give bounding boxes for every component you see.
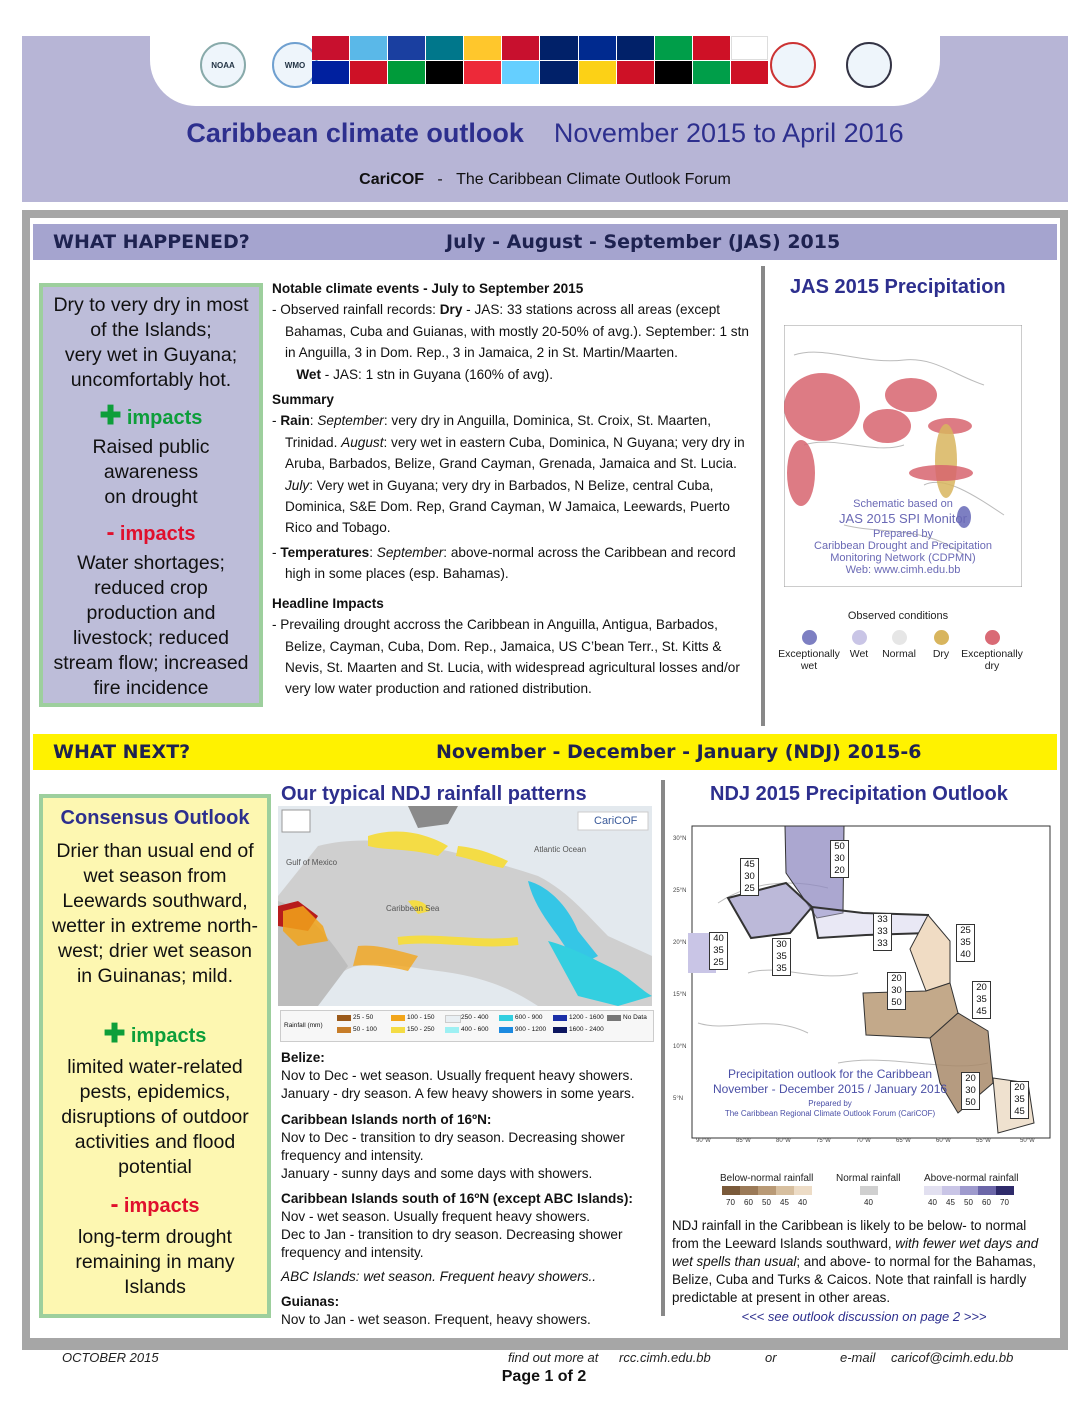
- flags-strip: [312, 36, 768, 84]
- footer-email-link[interactable]: caricof@cimh.edu.bb: [891, 1350, 1014, 1365]
- outlook-legend: Below-normal rainfall Normal rainfall Above-normal rainfall 70 60 50 45 40 40 40 45 50 60 70: [720, 1173, 1019, 1207]
- divider-vertical-2: [661, 780, 665, 1316]
- legend-item: Exceptionally dry: [958, 630, 1026, 672]
- jas-map-title: JAS 2015 Precipitation: [790, 276, 1006, 298]
- footer-find-more: find out more at: [508, 1350, 599, 1365]
- footer-website-link[interactable]: rcc.cimh.edu.bb: [619, 1350, 711, 1365]
- prob-box-bahamas: 50 30 20: [830, 840, 849, 878]
- longitude-ticks: 90°W 85°W 80°W 75°W 70°W 65°W 60°W 55°W 50°W: [696, 1138, 1035, 1144]
- jas-notable-events: Notable climate events - July to September 2015 - Observed rainfall records: Dry - JAS: 33 stations across all areas (except Bahamas, Cuba and Guianas, with mostly 20-50% of avg.). September: 1 stn in Anguilla, 3 in Dom. Rep., 3 in Jamaica, 2 in St. Martin/Maarten. Wet - JAS: 1 stn in Guyana (160% of avg). Summary - Rain: September: very dry in Anguilla, Dominica, St. Croix, St. Maarten, Trinidad. August: very wet in eastern Cuba, Dominica, N Guyana; very dry in Aruba, Barbados, Belize, Grand Cayman, Grenada, Jamaica and St. Lucia. July: Very wet in Guyana; very dry in Barbados, N Belize, central Cuba, Dominica, S&E Dom. Rep, Grand Cayman, W Jamaica, Leewards, Puerto Rico and Tobago. - Temperatures: September: above-normal across the Caribbean and record high in some places (esp. Bahamas). Headline Impacts - Prevailing drought accross the Caribbean in Anguilla, Antigua, Barbados, Belize, Cayman, Cuba, Dom. Rep., Jamaica, US C’bean Terr., St. Kitts & Nevis, St. Maarten and St. Lucia, with widespread agricultural losses and/or very low water production and rationed distribution.: [272, 281, 749, 697]
- divider-vertical: [761, 266, 765, 726]
- legend-item: Normal: [876, 630, 922, 660]
- what-next-band: WHAT NEXT? November - December - January (NDJ) 2015-6: [33, 734, 1057, 770]
- atlantic-label: Atlantic Ocean: [534, 845, 587, 854]
- prob-box-jamaica: 30 35 35: [772, 938, 791, 976]
- prob-box-belize: 40 35 25: [709, 932, 728, 970]
- noaa-logo: NOAA: [200, 42, 246, 88]
- prob-box-central: 20 30 50: [887, 972, 906, 1010]
- rainfall-legend: Rainfall (mm) 25 - 50 50 - 100 100 - 150 150 - 250 250 - 400 400 - 600 600 - 900 900 - 1200 1200 - 1600 1600 - 2400 No Data: [280, 1010, 654, 1042]
- gulf-label: Gulf of Mexico: [286, 858, 338, 867]
- ndj-rainfall-pattern-map: [278, 806, 652, 1006]
- caricof-map-brand: CariCOF: [594, 815, 638, 827]
- caribbean-sea-label: Caribbean Sea: [386, 904, 440, 913]
- region-descriptions: Belize: Nov to Dec - wet season. Usually frequent heavy showers. January - dry season. A few heavy showers in some years. Caribbean Islands north of 16ºN: Nov to Dec - transition to dry season. Decreasing shower frequency and intensity. January - sunny days and some days with showers. Caribbean Islands south of 16ºN (except ABC Islands): Nov - wet season. Usually frequent heavy showers. Dec to Jan - transition to dry season. Decreasing shower frequency and intensity. ABC Islands: wet season. Frequent heavy showers.. Guianas: Nov to Jan - wet season. Frequent, heavy showers.: [281, 1050, 635, 1327]
- footer-or: or: [765, 1350, 777, 1365]
- prob-box-hispaniola: 33 33 33: [873, 913, 892, 951]
- prob-box-cuba: 45 30 25: [740, 858, 759, 896]
- cimh-logo: [770, 42, 816, 88]
- page-number: Page 1 of 2: [501, 1368, 587, 1385]
- caricof-logo: [846, 42, 892, 88]
- outlook-summary-text: NDJ rainfall in the Caribbean is likely to be below- to normal from the Leeward Islands southward, with fewer wet days and wet spells than usual; and above- to normal for the Bahamas, Belize, Cuba and Turks & Caicos. Note that rainfall is hardly predictable at present in other areas.: [672, 1218, 1039, 1305]
- legend-item: Dry: [926, 630, 956, 660]
- prob-box-windwards: 20 35 45: [972, 981, 991, 1019]
- jas-map-note: Schematic based on JAS 2015 SPI Monitor Prepared by Caribbean Drought and Precipitation Monitoring Network (CDPMN) Web: www.cimh.edu.bb: [814, 498, 992, 576]
- latitude-ticks: 30°N 25°N 20°N 15°N 10°N 5°N: [673, 836, 687, 1102]
- outlook-map-caption: Precipitation outlook for the Caribbean November - December 2015 / January 2016 Prepared by The Caribbean Regional Climate Outlook Forum (CariCOF): [712, 1067, 948, 1118]
- prob-box-suriname: 20 35 45: [1010, 1081, 1029, 1119]
- prob-box-leewards: 25 35 40: [956, 924, 975, 962]
- legend-item: Wet: [846, 630, 872, 660]
- consensus-outlook-box: Consensus Outlook Drier than usual end of wet season from Leewards southward, wetter in extreme north- west; drier wet season in Guinanas; mild. ✚ impacts limited water-related pests, epidemics, disruptions of outdoor activities and flood potential - impacts long-term drought remaining in many Islands: [39, 794, 271, 1318]
- prob-box-guyana: 20 30 50: [961, 1072, 980, 1110]
- legend-item: Exceptionally wet: [774, 630, 844, 672]
- outlook-title: NDJ 2015 Precipitation Outlook: [710, 783, 1008, 805]
- footer-date: OCTOBER 2015: [62, 1350, 159, 1365]
- jas-summary-box: Dry to very dry in most of the Islands; very wet in Guyana; uncomfortably hot. ✚ impacts Raised public awareness on drought - impacts Water shortages; reduced crop production and livestock; reduced stream flow; increased fire incidence: [39, 283, 263, 707]
- page-subtitle: CariCOF - The Caribbean Climate Outlook Forum: [359, 171, 731, 188]
- outlook-discussion-link[interactable]: <<< see outlook discussion on page 2 >>>: [741, 1309, 987, 1324]
- page-title: Caribbean climate outlook November 2015 to April 2016: [186, 118, 904, 148]
- observed-conditions-title: Observed conditions: [847, 610, 949, 622]
- wmo-logo: WMO: [272, 42, 318, 88]
- patterns-title: Our typical NDJ rainfall patterns: [281, 783, 587, 805]
- observed-conditions-legend: [770, 630, 1040, 690]
- what-happened-band: WHAT HAPPENED? July - August - September (JAS) 2015: [33, 224, 1057, 260]
- footer-email-label: e-mail: [840, 1350, 876, 1365]
